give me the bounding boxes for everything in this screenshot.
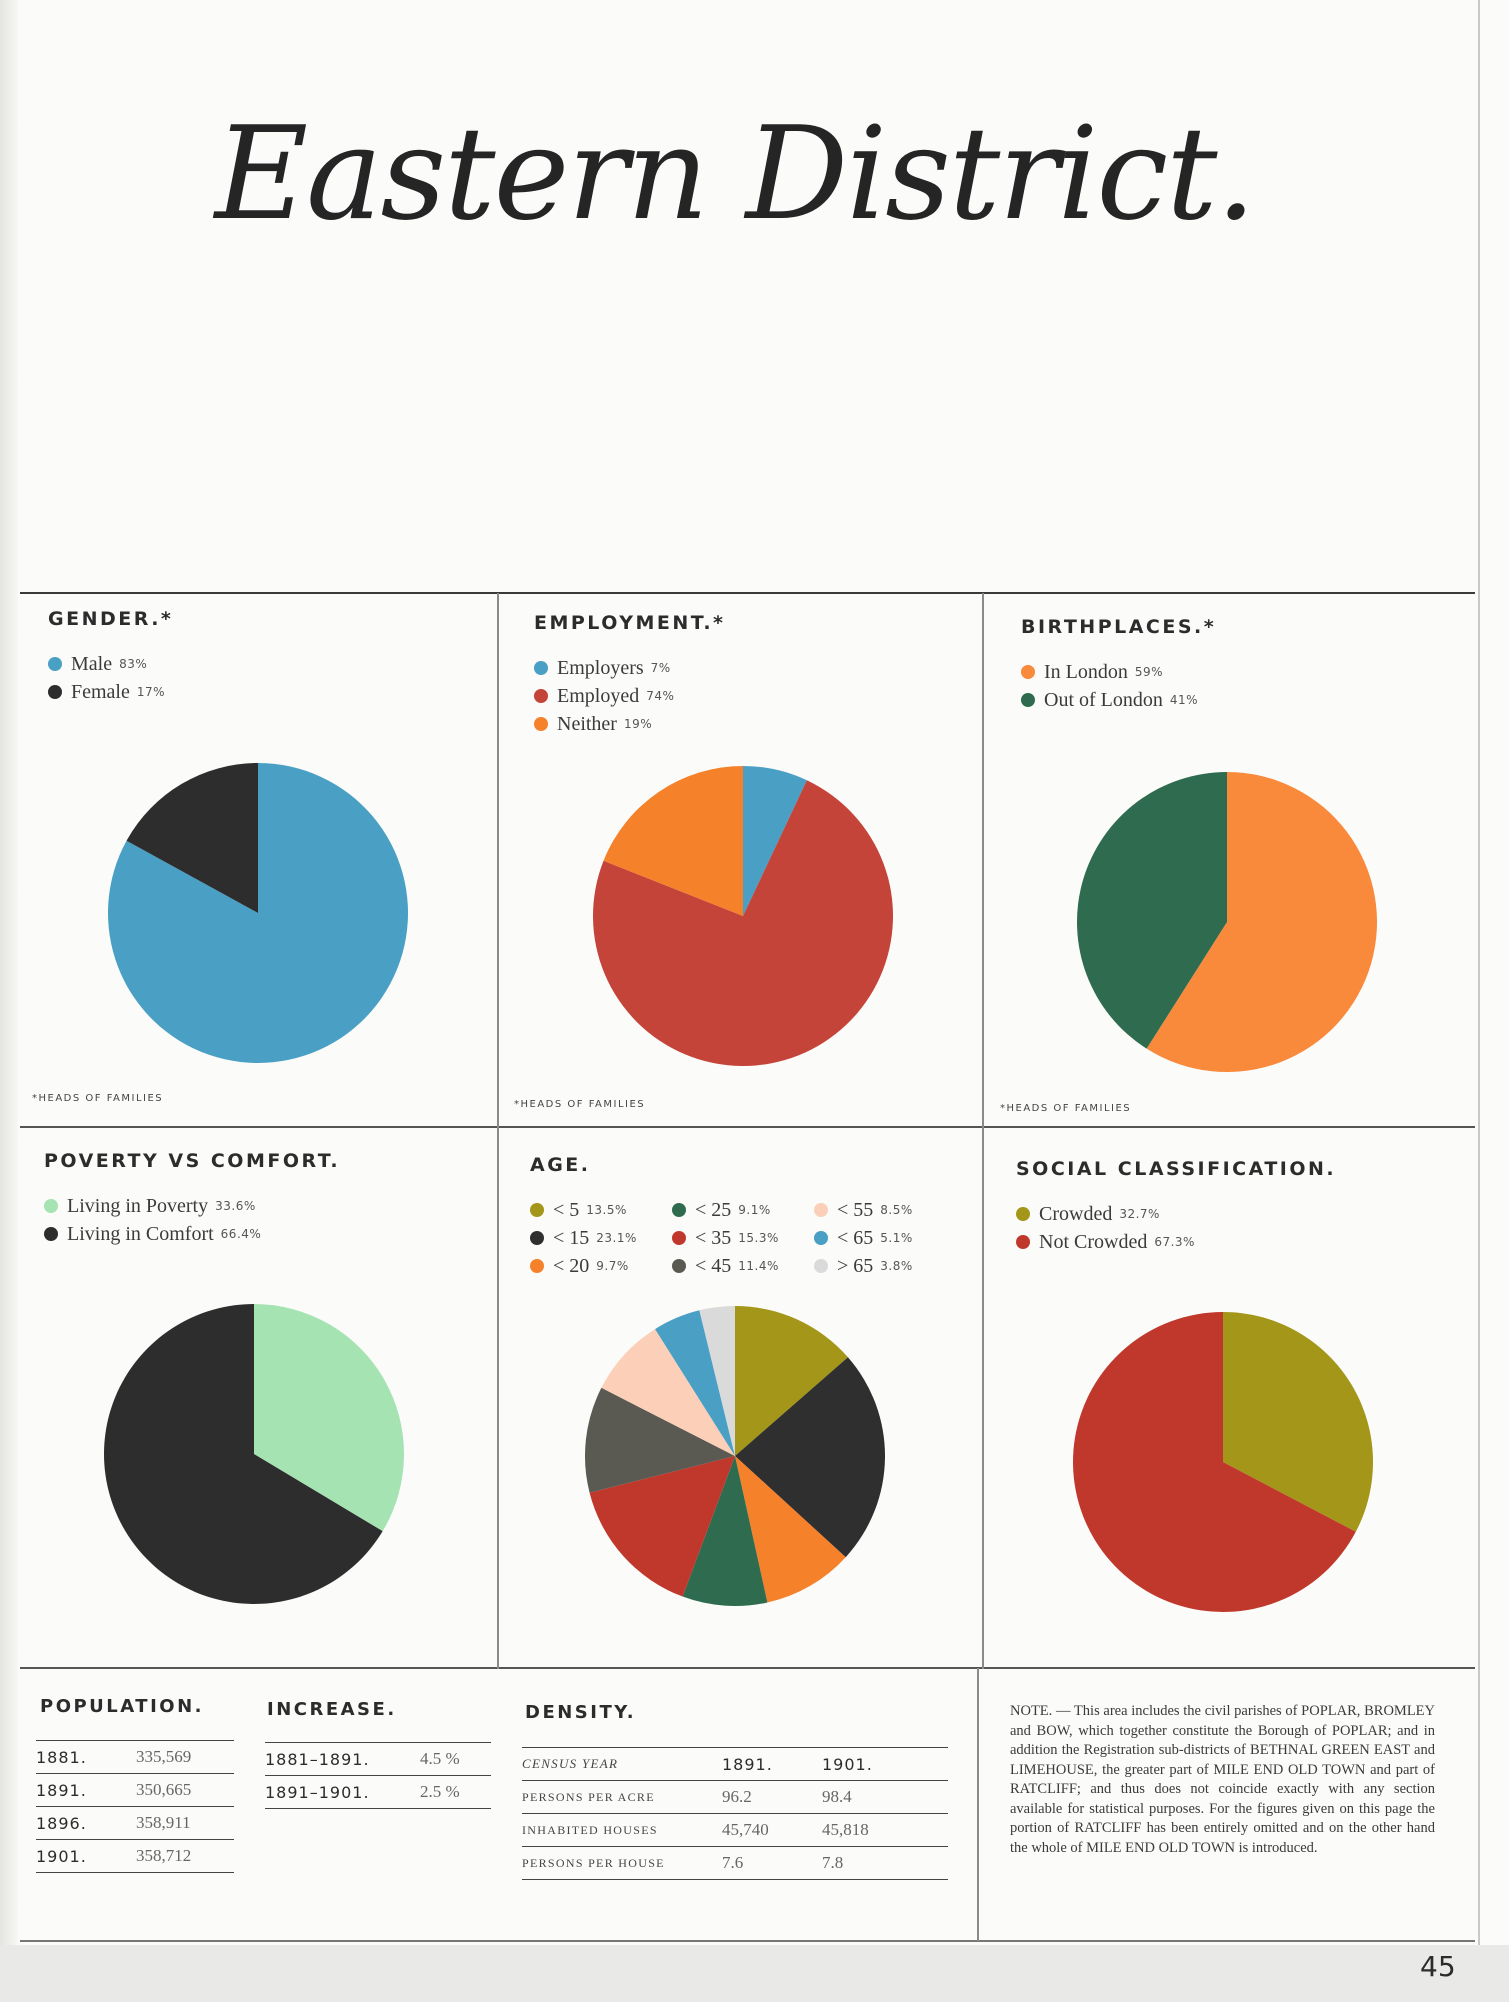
legend-percent: 7%: [650, 661, 671, 675]
table-row: [36, 1774, 234, 1807]
row-label: PERSONS PER HOUSE: [522, 1855, 665, 1870]
row-value: 45,740: [722, 1820, 769, 1839]
legend-label: < 20: [553, 1254, 590, 1277]
legend-label: Living in Poverty: [67, 1194, 209, 1217]
legend-percent: 66.4%: [220, 1227, 262, 1241]
row-value: 7.8: [822, 1853, 844, 1872]
legend-label: > 65: [837, 1254, 874, 1277]
grid-divider-middle: [20, 1126, 1475, 1128]
pie-chart: [48, 608, 488, 1113]
table-row: [265, 1743, 491, 1776]
grid-vdivider-2: [982, 593, 984, 1669]
legend-percent: 13.5%: [586, 1203, 627, 1217]
gender-panel: [48, 608, 488, 1113]
grid-vdivider-1: [497, 593, 499, 1669]
legend-label: Living in Comfort: [67, 1222, 214, 1245]
legend-percent: 67.3%: [1154, 1235, 1195, 1249]
legend-percent: 3.8%: [880, 1259, 913, 1273]
legend-percent: 59%: [1134, 665, 1164, 679]
legend-percent: 19%: [623, 717, 653, 731]
row-value: 98.4: [822, 1787, 852, 1806]
pie-chart: [534, 612, 974, 1117]
row-value: 7.6: [722, 1853, 744, 1872]
chart-title: POVERTY VS COMFORT.: [44, 1150, 341, 1172]
row-label: 1901.: [36, 1846, 87, 1866]
legend-percent: 15.3%: [738, 1231, 779, 1245]
legend-percent: 23.1%: [596, 1231, 637, 1245]
grid-vdivider-3: [977, 1668, 979, 1941]
density-title: DENSITY.: [525, 1702, 637, 1723]
row-value: 358,712: [136, 1846, 192, 1865]
row-label: 1896.: [36, 1813, 87, 1833]
chart-title: BIRTHPLACES.*: [1021, 616, 1217, 638]
row-value: 96.2: [722, 1787, 752, 1806]
legend-label: < 65: [837, 1226, 874, 1249]
legend-label: < 5: [553, 1198, 580, 1221]
page-number: 45: [1420, 1950, 1456, 1983]
legend-percent: 33.6%: [215, 1199, 256, 1213]
spine-shadow: [0, 0, 18, 1945]
birthplaces-panel: [1021, 616, 1461, 1121]
row-value: 2.5 %: [420, 1782, 460, 1801]
legend-label: < 25: [695, 1198, 732, 1221]
increase-table: [265, 1742, 491, 1809]
legend-label: Out of London: [1044, 688, 1163, 711]
column-header: CENSUS YEAR: [522, 1756, 619, 1771]
table-header-row: [522, 1748, 948, 1781]
legend-percent: 32.7%: [1119, 1207, 1160, 1221]
legend-label: Crowded: [1039, 1202, 1113, 1225]
pie-chart: [1021, 616, 1461, 1121]
employment-panel: [534, 612, 974, 1117]
column-header: 1891.: [722, 1754, 773, 1774]
table-row: [265, 1776, 491, 1809]
row-label: 1891.: [36, 1780, 87, 1800]
footnote-gender: *HEADS OF FAMILIES: [32, 1093, 164, 1104]
chart-title: EMPLOYMENT.*: [534, 612, 726, 634]
density-table: [522, 1747, 948, 1880]
footnote-birthplaces: *HEADS OF FAMILIES: [1000, 1103, 1132, 1114]
table-row: [522, 1781, 948, 1814]
legend-percent: 41%: [1169, 693, 1199, 707]
table-row: [522, 1847, 948, 1880]
poverty-vs-comfort-panel: [44, 1150, 484, 1655]
bottom-strip: [0, 1945, 1509, 2002]
chart-title: GENDER.*: [48, 608, 174, 630]
row-label: INHABITED HOUSES: [522, 1822, 658, 1837]
table-row: [36, 1840, 234, 1873]
pie-chart: [44, 1150, 484, 1655]
column-header: 1901.: [822, 1754, 873, 1774]
row-label: 1881.: [36, 1747, 87, 1767]
page-edge: [1478, 0, 1480, 1945]
legend-label: < 35: [695, 1226, 732, 1249]
row-value: 4.5 %: [420, 1749, 460, 1768]
table-row: [522, 1814, 948, 1847]
population-title: POPULATION.: [40, 1696, 204, 1717]
footnote-employment: *HEADS OF FAMILIES: [514, 1099, 646, 1110]
age-panel: [530, 1154, 970, 1659]
chart-title: AGE.: [530, 1154, 591, 1176]
social-classification-panel: [1016, 1158, 1456, 1663]
row-value: 45,818: [822, 1820, 869, 1839]
row-value: 358,911: [136, 1813, 191, 1832]
legend-label: Female: [71, 680, 130, 703]
grid-divider-footer: [20, 1940, 1475, 1942]
legend-label: Not Crowded: [1039, 1230, 1148, 1253]
pie-chart: [1016, 1158, 1456, 1663]
legend-percent: 17%: [136, 685, 166, 699]
legend-percent: 9.7%: [596, 1259, 629, 1273]
chart-title: SOCIAL CLASSIFICATION.: [1016, 1158, 1337, 1180]
legend-label: Employed: [557, 684, 640, 707]
population-table: [36, 1740, 234, 1873]
legend-label: Neither: [557, 712, 617, 735]
row-label: 1891–1901.: [265, 1782, 370, 1802]
table-row: [36, 1741, 234, 1774]
legend-percent: 11.4%: [738, 1259, 779, 1273]
note-paragraph: NOTE. — This area includes the civil parishes of POPLAR, BROMLEY and BOW, which together constitute the Borough of POPLAR; and in addition the Registration sub-districts of BETHNAL GREEN EAST and LIMEHOUSE, the greater part of MILE END OLD TOWN and part of RATCLIFF; and thus does not coincide exactly with any section available for statistical purposes. For the figures given on this page the portion of RATCLIFF has been entirely omitted and on the other hand the whole of MILE END OLD TOWN is introduced.: [1010, 1703, 1435, 1856]
row-value: 350,665: [136, 1780, 192, 1799]
page-title: Eastern District.: [214, 100, 1255, 249]
increase-title: INCREASE.: [267, 1699, 397, 1720]
grid-divider-top: [20, 592, 1475, 594]
legend-label: < 15: [553, 1226, 590, 1249]
table-row: [36, 1807, 234, 1840]
legend-percent: 83%: [119, 657, 148, 671]
row-label: 1881–1891.: [265, 1749, 370, 1769]
legend-percent: 8.5%: [880, 1203, 913, 1217]
grid-divider-bottom: [20, 1667, 1475, 1669]
legend-percent: 5.1%: [880, 1231, 913, 1245]
legend-label: In London: [1044, 660, 1128, 683]
legend-percent: 9.1%: [738, 1203, 771, 1217]
row-label: PERSONS PER ACRE: [522, 1789, 655, 1804]
legend-percent: 74%: [646, 689, 675, 703]
row-value: 335,569: [136, 1747, 192, 1766]
pie-chart: [530, 1154, 970, 1659]
legend-label: < 55: [837, 1198, 874, 1221]
legend-label: < 45: [695, 1254, 732, 1277]
legend-label: Male: [71, 652, 113, 675]
legend-label: Employers: [557, 656, 644, 679]
